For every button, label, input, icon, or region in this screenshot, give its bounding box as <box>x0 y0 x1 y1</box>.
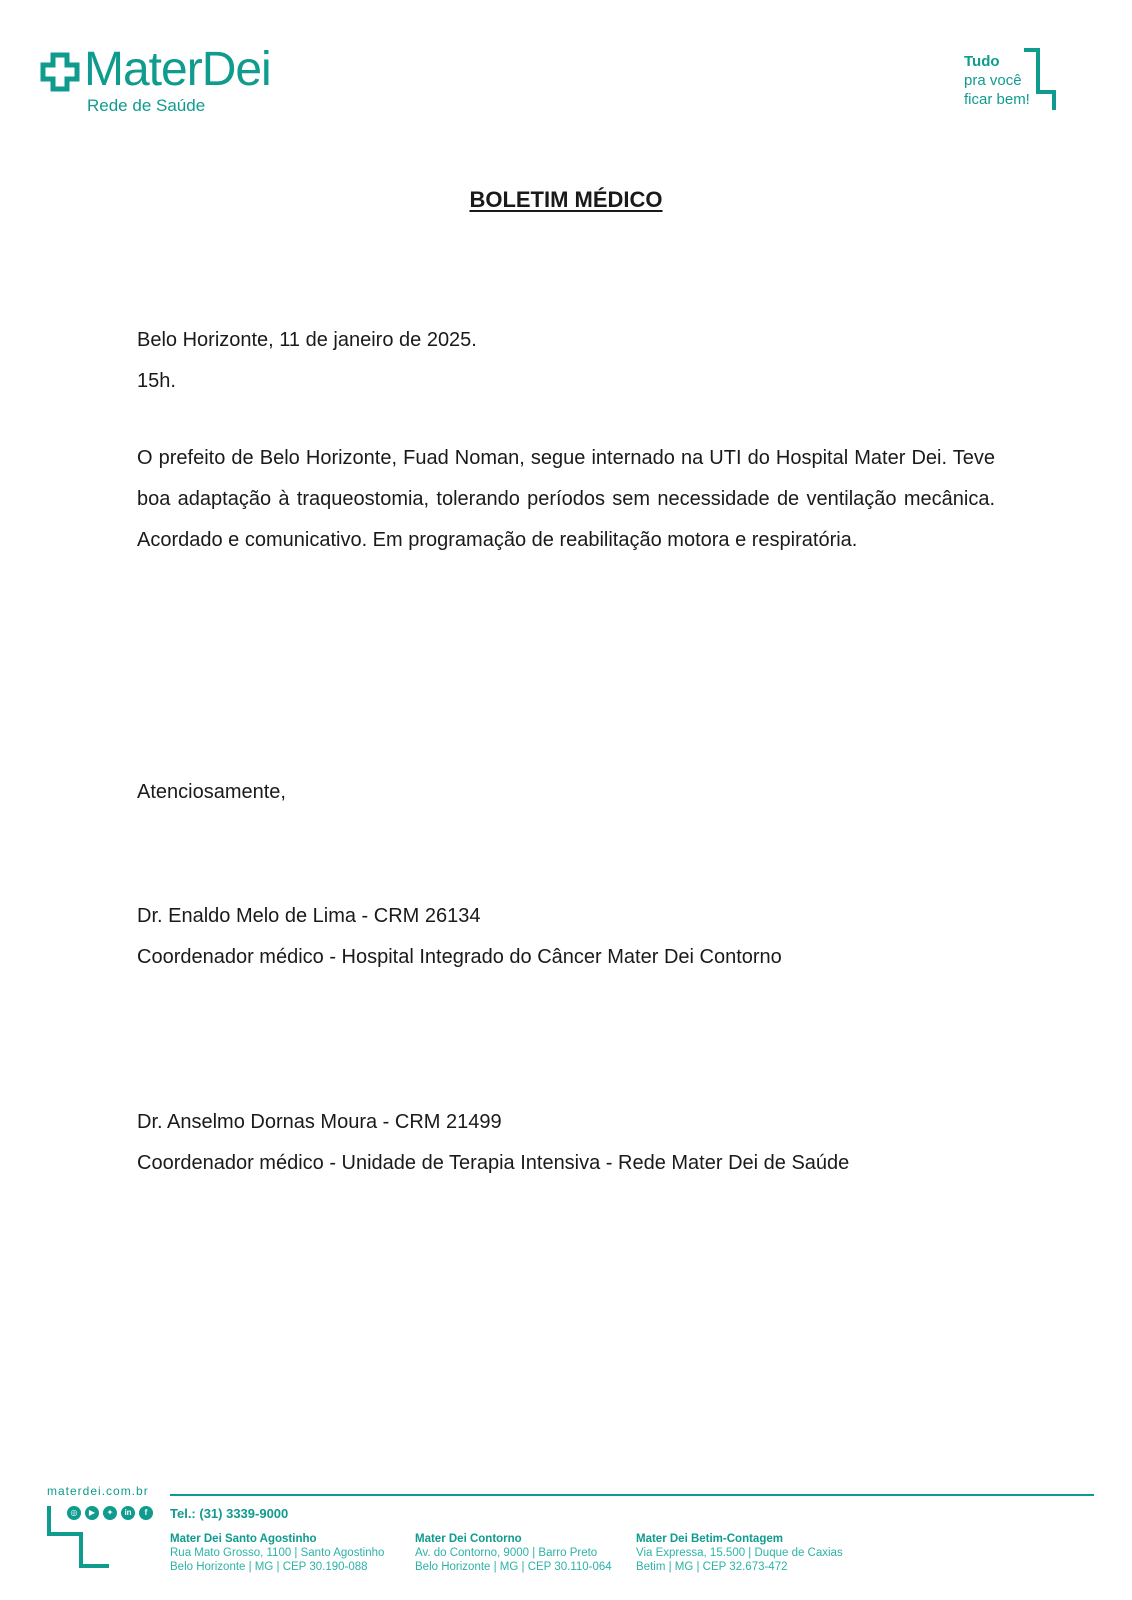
linkedin-icon[interactable]: in <box>121 1506 135 1520</box>
footer-divider <box>170 1494 1094 1496</box>
unit-name: Mater Dei Betim-Contagem <box>636 1533 783 1545</box>
footer-unit <box>415 1532 612 1574</box>
instagram-icon[interactable]: ◎ <box>67 1506 81 1520</box>
footer-phone: Tel.: (31) 3339-9000 <box>170 1506 289 1521</box>
bulletin-paragraph: O prefeito de Belo Horizonte, Fuad Noman, segue internado na UTI do Hospital Mater Dei. Teve boa adaptação à traqueostomia, tolerando períodos sem necessidade de ventilação mecânica. Acordado e comunicativo. Em programação de reabilitação motora e respiratória. <box>137 447 995 551</box>
unit-address: Via Expressa, 15.500 | Duque de Caxias <box>636 1547 843 1559</box>
plus-cross-icon <box>40 52 80 92</box>
signatory-2-role: Coordenador médico - Unidade de Terapia Intensiva - Rede Mater Dei de Saúde <box>137 1152 850 1174</box>
logo-subtitle: Rede de Saúde <box>87 96 206 115</box>
signatory-1-role: Coordenador médico - Hospital Integrado do Câncer Mater Dei Contorno <box>137 946 782 968</box>
tagline-line-3: ficar bem! <box>964 91 1030 108</box>
footer-site-link[interactable]: materdei.com.br <box>47 1484 149 1498</box>
tagline <box>964 52 1114 116</box>
facebook-icon[interactable]: f <box>139 1506 153 1520</box>
unit-name: Mater Dei Contorno <box>415 1533 522 1545</box>
footer-unit <box>170 1532 384 1574</box>
logo-name: MaterDei <box>84 43 271 96</box>
youtube-icon[interactable]: ▶ <box>85 1506 99 1520</box>
signatory-2-name: Dr. Anselmo Dornas Moura - CRM 21499 <box>137 1111 502 1133</box>
unit-address: Rua Mato Grosso, 1100 | Santo Agostinho <box>170 1547 385 1559</box>
unit-city: Belo Horizonte | MG | CEP 30.190-088 <box>170 1561 368 1573</box>
document-date: Belo Horizonte, 11 de janeiro de 2025. <box>137 329 477 351</box>
tagline-text <box>964 52 1030 109</box>
unit-city: Betim | MG | CEP 32.673-472 <box>636 1561 788 1573</box>
corner-frame-icon <box>1022 48 1058 112</box>
closing-salutation: Atenciosamente, <box>137 781 286 803</box>
signatory-1-name: Dr. Enaldo Melo de Lima - CRM 26134 <box>137 905 481 927</box>
tagline-line-2: pra você <box>964 72 1022 89</box>
document-title: BOLETIM MÉDICO <box>469 187 663 212</box>
footer <box>0 1480 1132 1600</box>
document-hour: 15h. <box>137 370 176 392</box>
footer-unit <box>636 1532 843 1574</box>
unit-name: Mater Dei Santo Agostinho <box>170 1533 317 1545</box>
social-icons <box>67 1506 153 1522</box>
mater-dei-logo <box>40 44 320 116</box>
unit-address: Av. do Contorno, 9000 | Barro Preto <box>415 1547 598 1559</box>
twitter-icon[interactable]: ✦ <box>103 1506 117 1520</box>
unit-city: Belo Horizonte | MG | CEP 30.110-064 <box>415 1561 612 1573</box>
tagline-line-1: Tudo <box>964 53 1000 70</box>
